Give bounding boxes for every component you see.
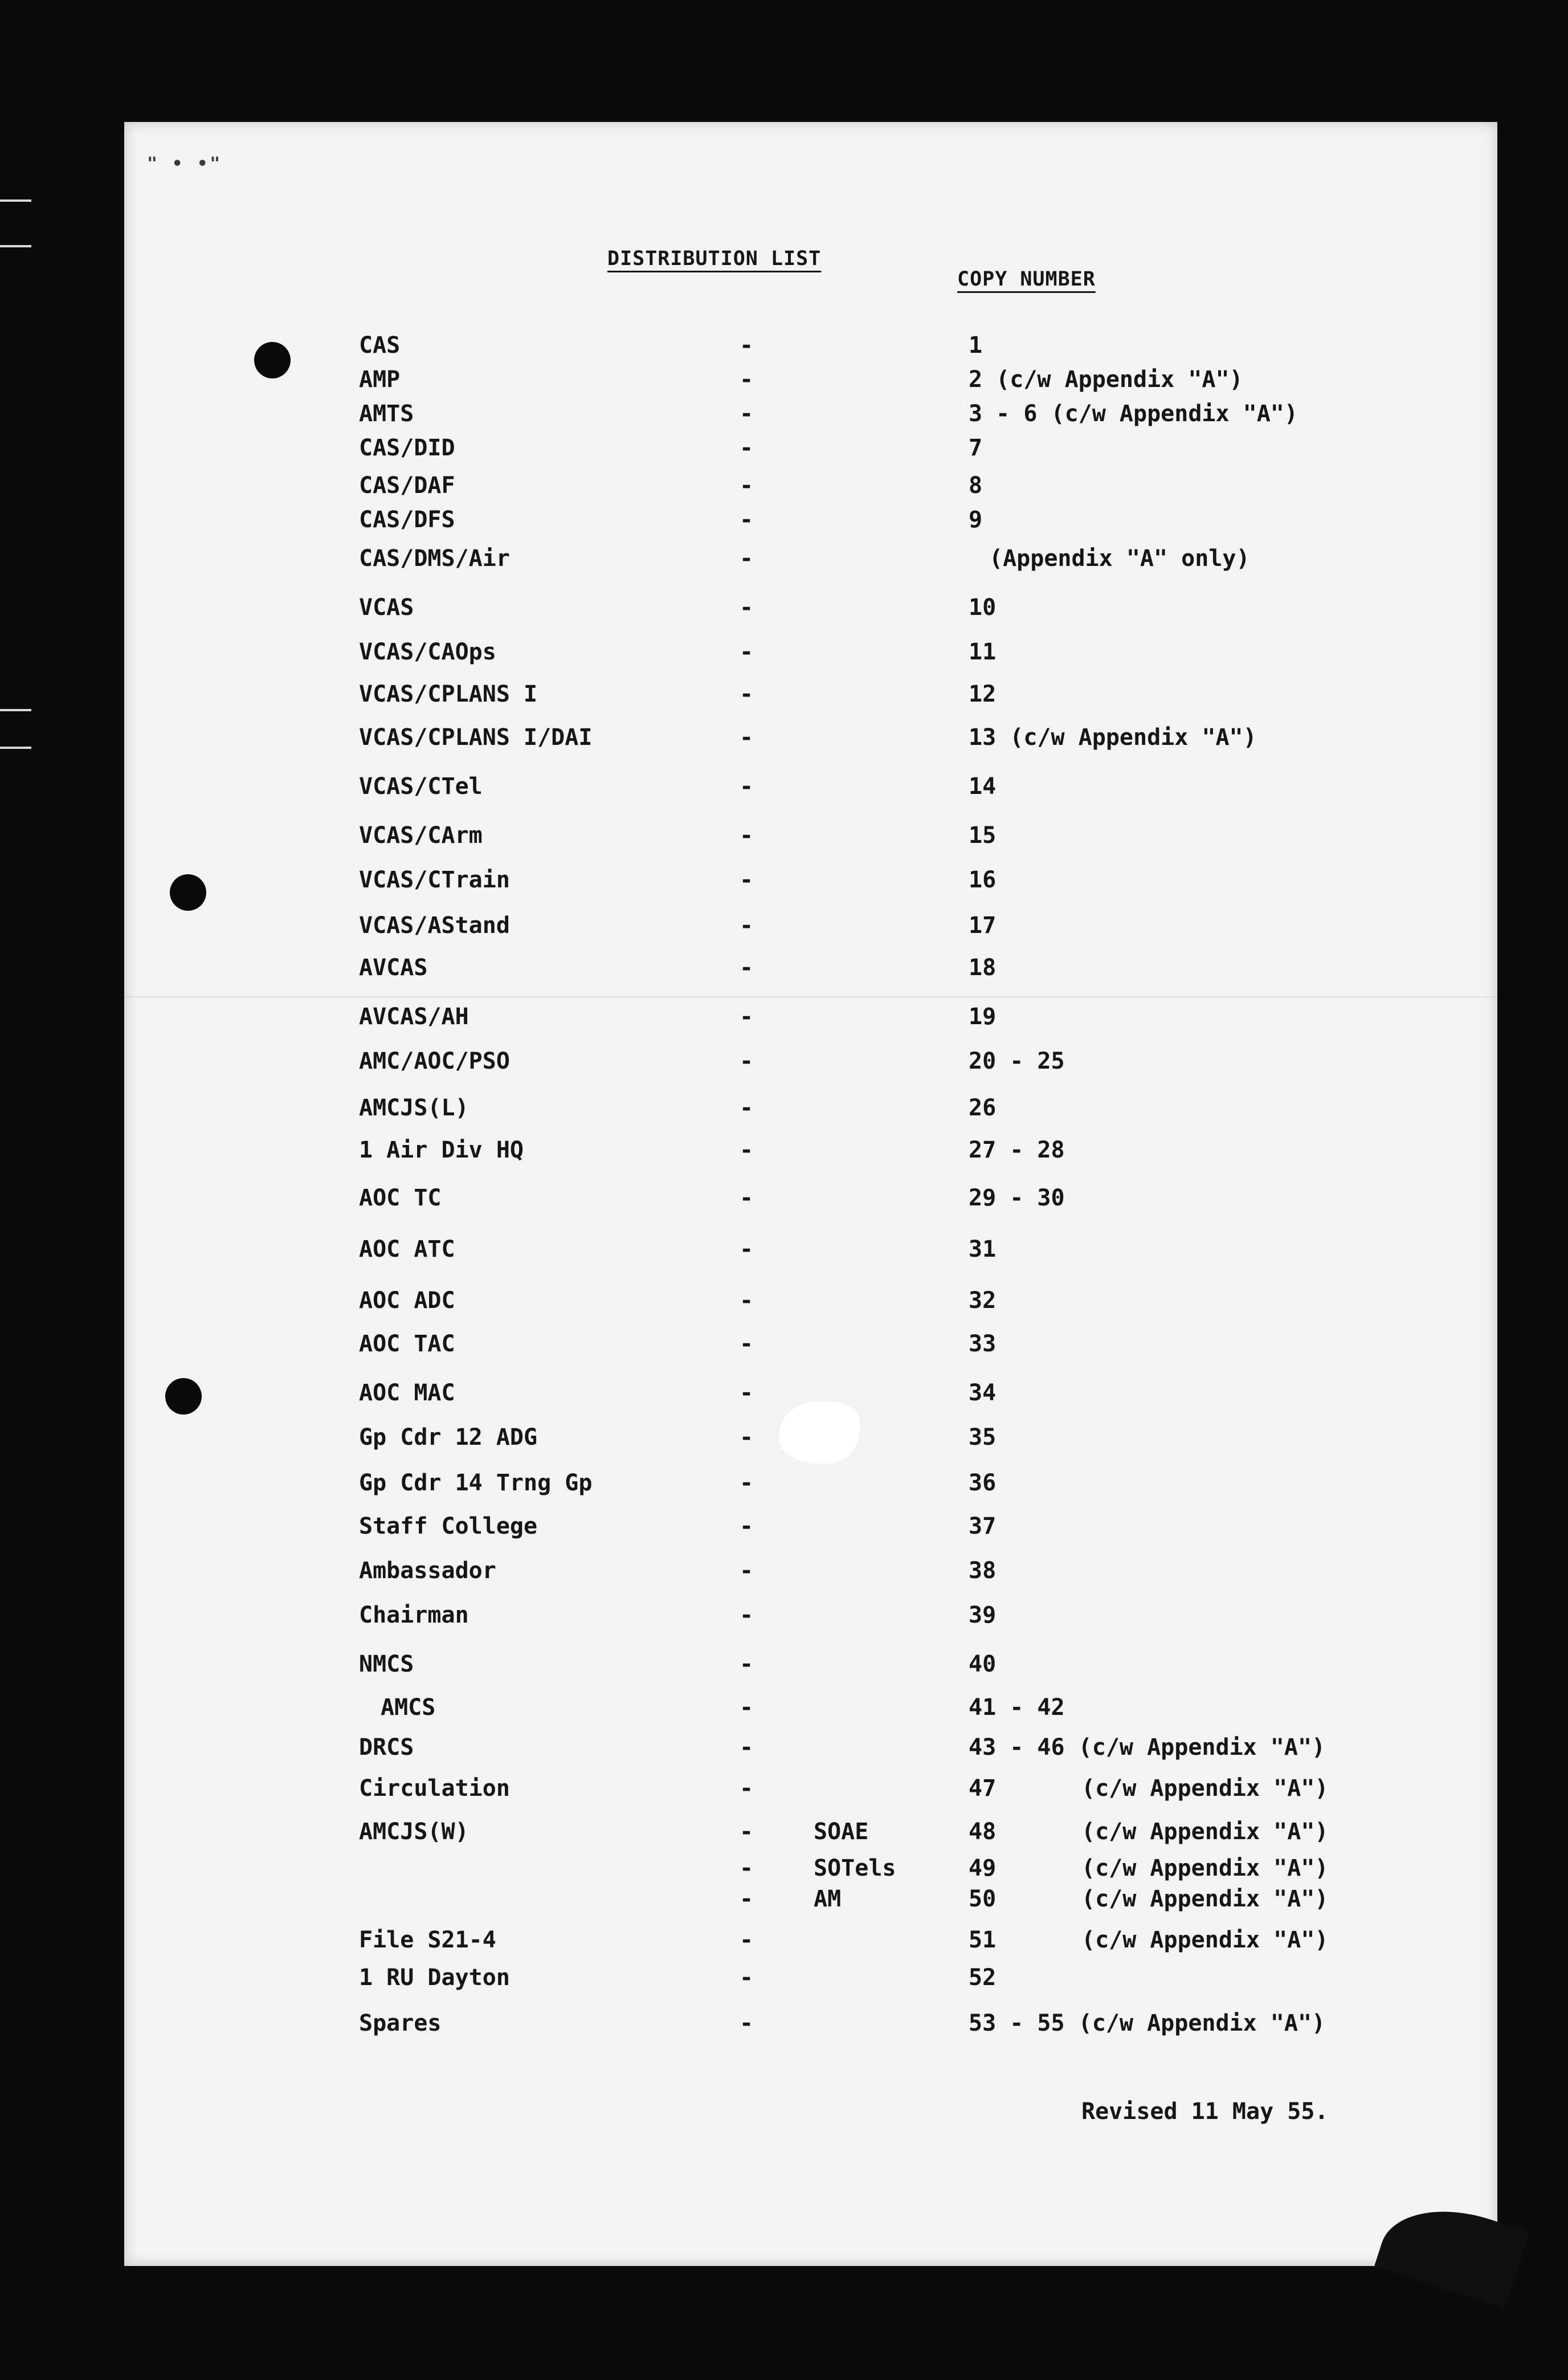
addressee: NMCS xyxy=(359,1651,414,1677)
copy-number: 9 xyxy=(969,507,983,533)
copy-number: 12 xyxy=(969,681,997,707)
dash: - xyxy=(739,955,754,981)
header-marks: " • •" xyxy=(147,154,223,174)
copy-note: (c/w Appendix "A") xyxy=(1081,1855,1329,1881)
copy-number: 38 xyxy=(969,1558,997,1584)
table-row xyxy=(124,1882,1497,1916)
copy-number: 34 xyxy=(969,1380,997,1406)
table-row xyxy=(124,1730,1497,1764)
dash: - xyxy=(739,1651,754,1677)
table-row xyxy=(124,677,1497,711)
dash: - xyxy=(739,1965,754,1991)
table-row xyxy=(124,1771,1497,1806)
addressee: AOC ADC xyxy=(359,1287,455,1314)
table-row xyxy=(124,863,1497,897)
table-row xyxy=(124,1554,1497,1588)
sub-addressee: AM xyxy=(814,1886,842,1912)
dash: - xyxy=(739,867,754,893)
addressee: Gp Cdr 12 ADG xyxy=(359,1424,538,1450)
dash: - xyxy=(739,1927,754,1953)
addressee: AVCAS xyxy=(359,955,428,981)
copy-number: 39 xyxy=(969,1602,997,1628)
table-row xyxy=(124,1181,1497,1215)
table-row xyxy=(124,1283,1497,1318)
sub-addressee: SOTels xyxy=(814,1855,896,1881)
table-row xyxy=(124,1961,1497,1995)
dash: - xyxy=(739,912,754,939)
table-row xyxy=(124,635,1497,669)
addressee: AVCAS/AH xyxy=(359,1004,469,1030)
table-row xyxy=(124,397,1497,431)
page-fold xyxy=(124,996,1497,997)
copy-number: 15 xyxy=(969,822,997,849)
dash: - xyxy=(739,1558,754,1584)
copy-number: 13 (c/w Appendix "A") xyxy=(969,724,1257,751)
dash: - xyxy=(739,1185,754,1211)
dash: - xyxy=(739,1236,754,1262)
addressee: Ambassador xyxy=(359,1558,496,1584)
dash: - xyxy=(739,639,754,665)
copy-number: 40 xyxy=(969,1651,997,1677)
table-row xyxy=(124,1420,1497,1454)
copy-number: 29 - 30 xyxy=(969,1185,1065,1211)
sub-addressee: SOAE xyxy=(814,1819,869,1845)
copy-number: 19 xyxy=(969,1004,997,1030)
addressee: AOC TC xyxy=(359,1185,442,1211)
copy-number: 1 xyxy=(969,332,983,358)
table-row xyxy=(124,1647,1497,1681)
edge-tick xyxy=(0,747,31,749)
addressee: AOC TAC xyxy=(359,1331,455,1357)
copy-number: 49 xyxy=(969,1855,997,1881)
dash: - xyxy=(739,1694,754,1721)
dash: - xyxy=(739,401,754,427)
table-row xyxy=(124,818,1497,853)
dash: - xyxy=(739,1331,754,1357)
table-row xyxy=(124,1044,1497,1078)
copy-note: (c/w Appendix "A") xyxy=(1081,1819,1329,1845)
table-row xyxy=(124,1466,1497,1500)
addressee: CAS/DMS/Air xyxy=(359,545,510,572)
copy-number: 26 xyxy=(969,1095,997,1121)
copy-note: (c/w Appendix "A") xyxy=(1081,1886,1329,1912)
dash: - xyxy=(739,472,754,499)
table-row xyxy=(124,1000,1497,1034)
copy-number: 7 xyxy=(969,435,983,461)
copy-number: 48 xyxy=(969,1819,997,1845)
dash: - xyxy=(739,594,754,621)
copy-number: 41 - 42 xyxy=(969,1694,1065,1721)
table-row xyxy=(124,1133,1497,1167)
copy-number-heading: COPY NUMBER xyxy=(957,268,1096,291)
table-row xyxy=(124,1851,1497,1885)
dash: - xyxy=(739,1819,754,1845)
table-row xyxy=(124,769,1497,804)
dash: - xyxy=(739,545,754,572)
addressee: AMCJS(W) xyxy=(359,1819,469,1845)
addressee: CAS/DID xyxy=(359,435,455,461)
table-row xyxy=(124,951,1497,985)
addressee: DRCS xyxy=(359,1734,414,1760)
addressee: 1 RU Dayton xyxy=(359,1965,510,1991)
dash: - xyxy=(739,822,754,849)
copy-number: 3 - 6 (c/w Appendix "A") xyxy=(969,401,1298,427)
copy-number: 50 xyxy=(969,1886,997,1912)
addressee: CAS/DFS xyxy=(359,507,455,533)
addressee: VCAS/CArm xyxy=(359,822,483,849)
addressee: AMCJS(L) xyxy=(359,1095,469,1121)
copy-number: 20 - 25 xyxy=(969,1048,1065,1074)
copy-number: 18 xyxy=(969,955,997,981)
table-row xyxy=(124,590,1497,625)
copy-number: 16 xyxy=(969,867,997,893)
addressee: AOC ATC xyxy=(359,1236,455,1262)
addressee: 1 Air Div HQ xyxy=(359,1137,524,1163)
table-row xyxy=(124,1815,1497,1849)
table-row xyxy=(124,1923,1497,1957)
copy-number: (Appendix "A" only) xyxy=(989,545,1250,572)
copy-number: 17 xyxy=(969,912,997,939)
dash: - xyxy=(739,681,754,707)
copy-number: 53 - 55 (c/w Appendix "A") xyxy=(969,2010,1326,2036)
addressee: Spares xyxy=(359,2010,442,2036)
copy-number: 36 xyxy=(969,1470,997,1496)
dash: - xyxy=(739,1004,754,1030)
copy-number: 27 - 28 xyxy=(969,1137,1065,1163)
table-row xyxy=(124,1509,1497,1543)
table-row xyxy=(124,328,1497,362)
addressee: VCAS/CPLANS I xyxy=(359,681,538,707)
edge-tick xyxy=(0,709,31,711)
dash: - xyxy=(739,1380,754,1406)
table-row xyxy=(124,2006,1497,2040)
dash: - xyxy=(739,1775,754,1802)
copy-number: 32 xyxy=(969,1287,997,1314)
copy-number: 52 xyxy=(969,1965,997,1991)
addressee: VCAS/AStand xyxy=(359,912,510,939)
dash: - xyxy=(739,1470,754,1496)
addressee: AMP xyxy=(359,366,401,393)
table-row xyxy=(124,541,1497,576)
dash: - xyxy=(739,1137,754,1163)
dash: - xyxy=(739,2010,754,2036)
copy-note: (c/w Appendix "A") xyxy=(1081,1775,1329,1802)
addressee: File S21-4 xyxy=(359,1927,496,1953)
copy-number: 2 (c/w Appendix "A") xyxy=(969,366,1243,393)
dash: - xyxy=(739,1734,754,1760)
addressee: VCAS xyxy=(359,594,414,621)
dash: - xyxy=(739,366,754,393)
edge-tick xyxy=(0,245,31,247)
addressee: Staff College xyxy=(359,1513,538,1539)
addressee: VCAS/CAOps xyxy=(359,639,496,665)
dash: - xyxy=(739,1424,754,1450)
dash: - xyxy=(739,773,754,800)
copy-number: 11 xyxy=(969,639,997,665)
copy-number: 47 xyxy=(969,1775,997,1802)
table-row xyxy=(124,1091,1497,1125)
copy-number: 14 xyxy=(969,773,997,800)
corner-shadow xyxy=(1374,2190,1529,2308)
revision-date: Revised 11 May 55. xyxy=(1081,2098,1329,2125)
addressee: CAS xyxy=(359,332,401,358)
distribution-list-title: DISTRIBUTION LIST xyxy=(607,247,822,270)
table-row xyxy=(124,1598,1497,1632)
table-row xyxy=(124,1327,1497,1361)
document-page xyxy=(124,122,1497,2266)
copy-number: 10 xyxy=(969,594,997,621)
addressee: VCAS/CPLANS I/DAI xyxy=(359,724,593,751)
table-row xyxy=(124,362,1497,397)
dash: - xyxy=(739,1287,754,1314)
addressee: AMC/AOC/PSO xyxy=(359,1048,510,1074)
table-row xyxy=(124,468,1497,503)
copy-number: 31 xyxy=(969,1236,997,1262)
addressee: VCAS/CTel xyxy=(359,773,483,800)
copy-number: 37 xyxy=(969,1513,997,1539)
dash: - xyxy=(739,1886,754,1912)
copy-number: 35 xyxy=(969,1424,997,1450)
dash: - xyxy=(739,1513,754,1539)
dash: - xyxy=(739,507,754,533)
dash: - xyxy=(739,724,754,751)
dash: - xyxy=(739,1855,754,1881)
table-row xyxy=(124,431,1497,465)
copy-number: 8 xyxy=(969,472,983,499)
addressee: AMCS xyxy=(381,1694,436,1721)
copy-number: 43 - 46 (c/w Appendix "A") xyxy=(969,1734,1326,1760)
table-row xyxy=(124,720,1497,755)
copy-number: 33 xyxy=(969,1331,997,1357)
table-row xyxy=(124,1690,1497,1725)
dash: - xyxy=(739,1602,754,1628)
table-row xyxy=(124,908,1497,943)
addressee: VCAS/CTrain xyxy=(359,867,510,893)
dash: - xyxy=(739,332,754,358)
copy-number: 51 xyxy=(969,1927,997,1953)
addressee: Circulation xyxy=(359,1775,510,1802)
dash: - xyxy=(739,435,754,461)
copy-note: (c/w Appendix "A") xyxy=(1081,1927,1329,1953)
addressee: AMTS xyxy=(359,401,414,427)
addressee: Gp Cdr 14 Trng Gp xyxy=(359,1470,593,1496)
table-row xyxy=(124,1376,1497,1410)
addressee: CAS/DAF xyxy=(359,472,455,499)
table-row xyxy=(124,503,1497,537)
table-row xyxy=(124,1232,1497,1266)
edge-tick xyxy=(0,199,31,202)
addressee: AOC MAC xyxy=(359,1380,455,1406)
addressee: Chairman xyxy=(359,1602,469,1628)
dash: - xyxy=(739,1048,754,1074)
dash: - xyxy=(739,1095,754,1121)
